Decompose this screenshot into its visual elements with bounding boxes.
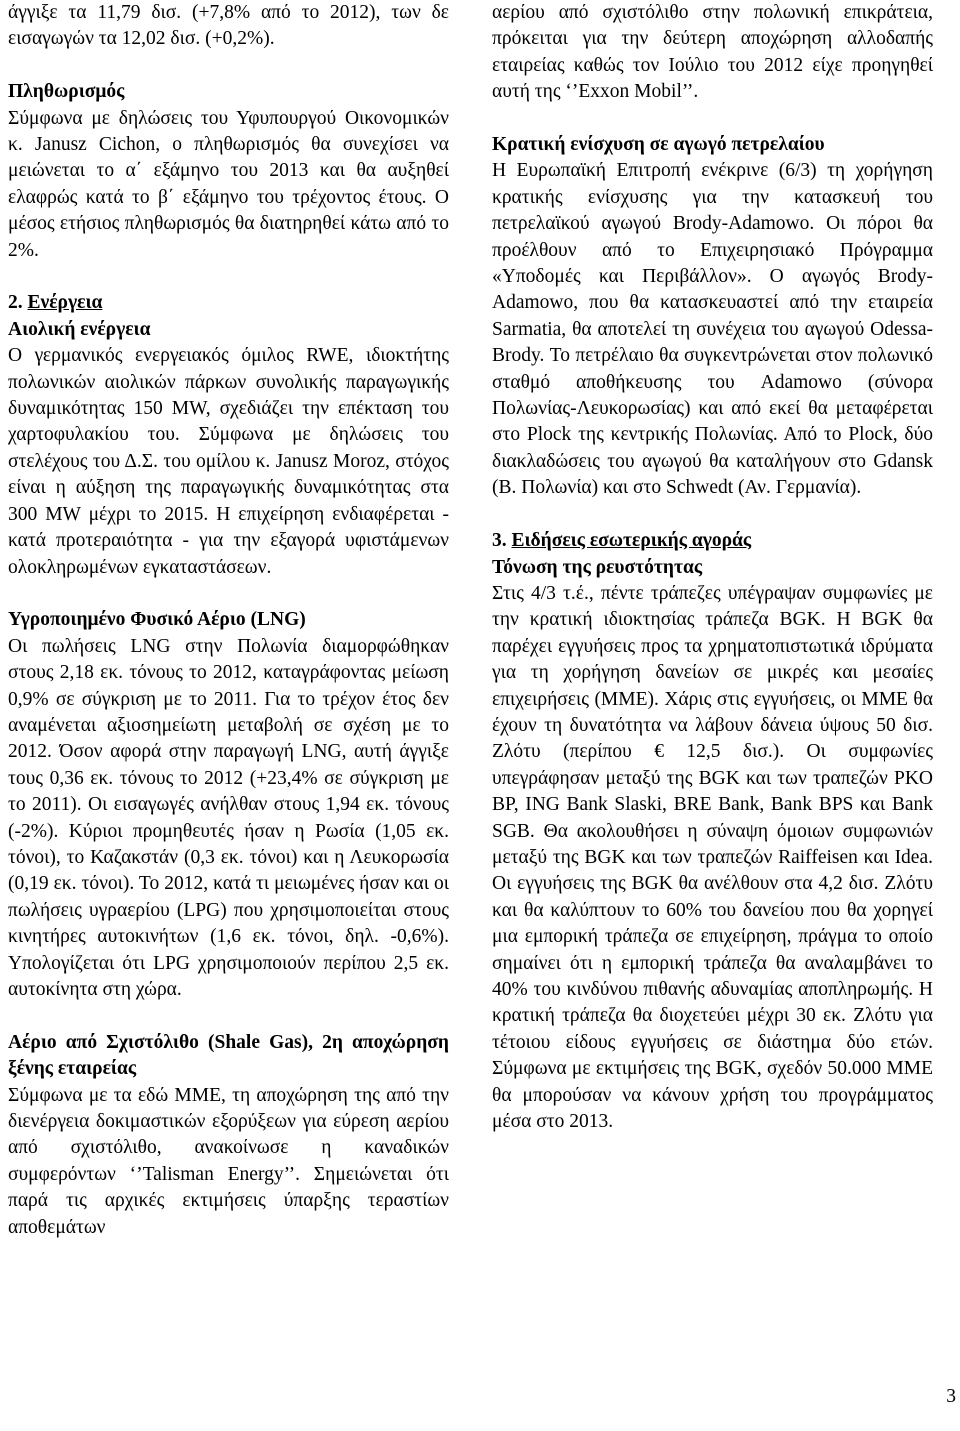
pipeline-heading: Κρατική ενίσχυση σε αγωγό πετρελαίου bbox=[492, 134, 825, 156]
right-column bbox=[492, 0, 933, 1135]
pipeline-paragraph: Η Ευρωπαϊκή Επιτροπή ενέκρινε (6/3) τη χορήγηση κρατικής ενίσχυσης για την κατασκευή του πετρελαϊκού αγωγού Brody-Adamowo. Οι πόροι θα προέλθουν από το Επιχειρησιακό Πρόγραμμα «Υποδομές και Περιβάλλον». Ο αγωγός Brody-Adamowo, που θα κατασκευαστεί από την εταιρεία Sarmatia, θα αποτελεί τη συνέχεια του αγωγού Odessa-Brody. Το πετρέλαιο θα συγκεντρώνεται στον πολωνικό σταθμό αποθήκευσης του Adamowo (σύνορα Πολωνίας-Λευκορωσίας) και από εκεί θα μεταφέρεται στο Plock της κεντρικής Πολωνίας. Από το Plock, δύο διακλαδώσεις του αγωγού θα καταλήγουν στο Gdansk (Β. Πολωνία) και στο Schwedt (Αν. Γερμανία). bbox=[492, 160, 933, 499]
section-title: Ενέργεια bbox=[27, 292, 103, 314]
page-number: 3 bbox=[946, 1386, 956, 1407]
shale-gas-continued-paragraph: αερίου από σχιστόλιθο στην πολωνική επικράτεια, πρόκειται για την δεύτερη αποχώρηση αλλοδαπής εταιρείας καθώς τον Ιούλιο του 2012 είχε προηγηθεί αυτή της ‘’Exxon Mobil’’. bbox=[492, 2, 933, 103]
shale-gas-paragraph: Σύμφωνα με τα εδώ ΜΜΕ, τη αποχώρηση της από την διενέργεια δοκιμαστικών εξορύξεων για εύρεση αερίου από σχιστόλιθο, ανακοίνωσε η καναδικών συμφερόντων ‘’Talisman Energy’’. Σημειώνεται ότι παρά τις αρχικές εκτιμήσεις ύπαρξης τεραστίων αποθεμάτων bbox=[8, 1084, 449, 1238]
shale-gas-heading: Αέριο από Σχιστόλιθο (Shale Gas), 2η αποχώρηση ξένης εταιρείας bbox=[8, 1031, 449, 1080]
section-title: Ειδήσεις εσωτερικής αγοράς bbox=[511, 530, 752, 552]
lng-paragraph: Οι πωλήσεις LNG στην Πολωνία διαμορφώθηκαν στους 2,18 εκ. τόνους το 2012, καταγράφοντας μείωση 0,9% σε σύγκριση με το 2011. Για το τρέχον έτος δεν αναμένεται αξιοσημείωτη μεταβολή σε σχέση με το 2012. Όσον αφορά στην παραγωγή LNG, αυτή άγγιξε τους 0,36 εκ. τόνους το 2012 (+23,4% σε σύγκριση με το 2011). Οι εισαγωγές ανήλθαν στους 1,94 εκ. τόνους (-2%). Κύριοι προμηθευτές ήσαν η Ρωσία (1,05 εκ. τόνοι), το Καζακστάν (0,3 εκ. τόνοι) και η Λευκορωσία (0,19 εκ. τόνοι). Το 2012, κατά τι μειωμένες ήσαν και οι πωλήσεις υγραερίου (LPG) που χρησιμοποιείται στους κινητήρες αυτοκινήτων (1,6 εκ. τόνοι, δηλ. -0,6%). Υπολογίζεται ότι LPG χρησιμοποιούν περίπου 2,5 εκ. αυτοκίνητα στη χώρα. bbox=[8, 635, 449, 1000]
inflation-heading: Πληθωρισμός bbox=[8, 81, 125, 103]
liquidity-heading: Τόνωση της ρευστότητας bbox=[492, 556, 703, 578]
inflation-paragraph: Σύμφωνα με δηλώσεις του Υφυπουργού Οικονομικών κ. Janusz Cichon, ο πληθωρισμός θα συνεχίσει να μειώνεται το α΄ εξάμηνο του 2013 και θα αυξηθεί ελαφρώς κατά το β΄ εξάμηνο του τρέχοντος έτους. Ο μέσος ετήσιος πληθωρισμός θα διατηρηθεί κάτω από το 2%. bbox=[8, 107, 449, 261]
lng-heading: Υγροποιημένο Φυσικό Αέριο (LNG) bbox=[8, 609, 306, 631]
energy-section-heading bbox=[8, 290, 449, 316]
liquidity-paragraph: Στις 4/3 τ.έ., πέντε τράπεζες υπέγραψαν συμφωνίες με την κρατική ιδιοκτησίας τράπεζα BGK. Η BGK θα παρέχει εγγυήσεις προς τα χρηματοπιστωτικά ιδρύματα για τη χορήγηση δανείων σε μικρές και μεσαίες επιχειρήσεις (ΜΜΕ). Χάρις στις εγγυήσεις, οι ΜΜΕ θα έχουν τη δυνατότητα να λάβουν δάνεια ύψους 50 δισ. Ζλότυ (περίπου € 12,5 δισ.). Οι συμφωνίες υπεγράφησαν μεταξύ της BGK και των τραπεζών PKO BP, ING Bank Slaski, BRE Bank, Bank BPS και Bank SGB. Θα ακολουθήσει η σύναψη όμοιων συμφωνιών μεταξύ της BGK και των τραπεζών Raiffeisen και Idea. Οι εγγυήσεις της BGK θα ανέλθουν στα 4,2 δισ. Ζλότυ και θα καλύπτουν το 60% του δανείου που θα χορηγεί μια εμπορική τράπεζα σε επιχείρηση, πράγμα το οποίο σημαίνει ότι η εμπορική τράπεζα θα αναλαμβάνει το 40% του κινδύνου πιθανής αδυναμίας αποπληρωμής. Η κρατική τράπεζα θα διοχετεύει μέχρι 30 εκ. Ζλότυ για τέτοιου είδους εγγυήσεις σε διάστημα δύο ετών. Σύμφωνα με εκτιμήσεις της BGK, σχεδόν 50.000 ΜΜΕ θα μπορούσαν να κάνουν χρήση του προγράμματος μέσα στο 2013. bbox=[492, 582, 933, 1133]
section-number: 3. bbox=[492, 530, 507, 552]
section-number: 2. bbox=[8, 292, 23, 314]
intro-paragraph: άγγιξε τα 11,79 δισ. (+7,8% από το 2012), των δε εισαγωγών τα 12,02 δισ. (+0,2%). bbox=[8, 2, 449, 50]
wind-energy-heading: Αιολική ενέργεια bbox=[8, 318, 151, 340]
domestic-market-section-heading bbox=[492, 528, 933, 554]
wind-energy-paragraph: Ο γερμανικός ενεργειακός όμιλος RWE, ιδιοκτήτης πολωνικών αιολικών πάρκων συνολικής παραγωγικής δυναμικότητας 150 MW, σχεδιάζει την επέκταση του χαρτοφυλακίου του. Σύμφωνα με δηλώσεις του στελέχους του Δ.Σ. του ομίλου κ. Janusz Moroz, στόχος είναι η αύξηση της παραγωγικής δυναμικότητας στα 300 MW μέχρι το 2015. Η επιχείρηση ενδιαφέρεται - κατά προτεραιότητα - για την εξαγορά υφιστάμενων ολοκληρωμένων εγκαταστάσεων. bbox=[8, 345, 449, 578]
left-column bbox=[8, 0, 449, 1241]
